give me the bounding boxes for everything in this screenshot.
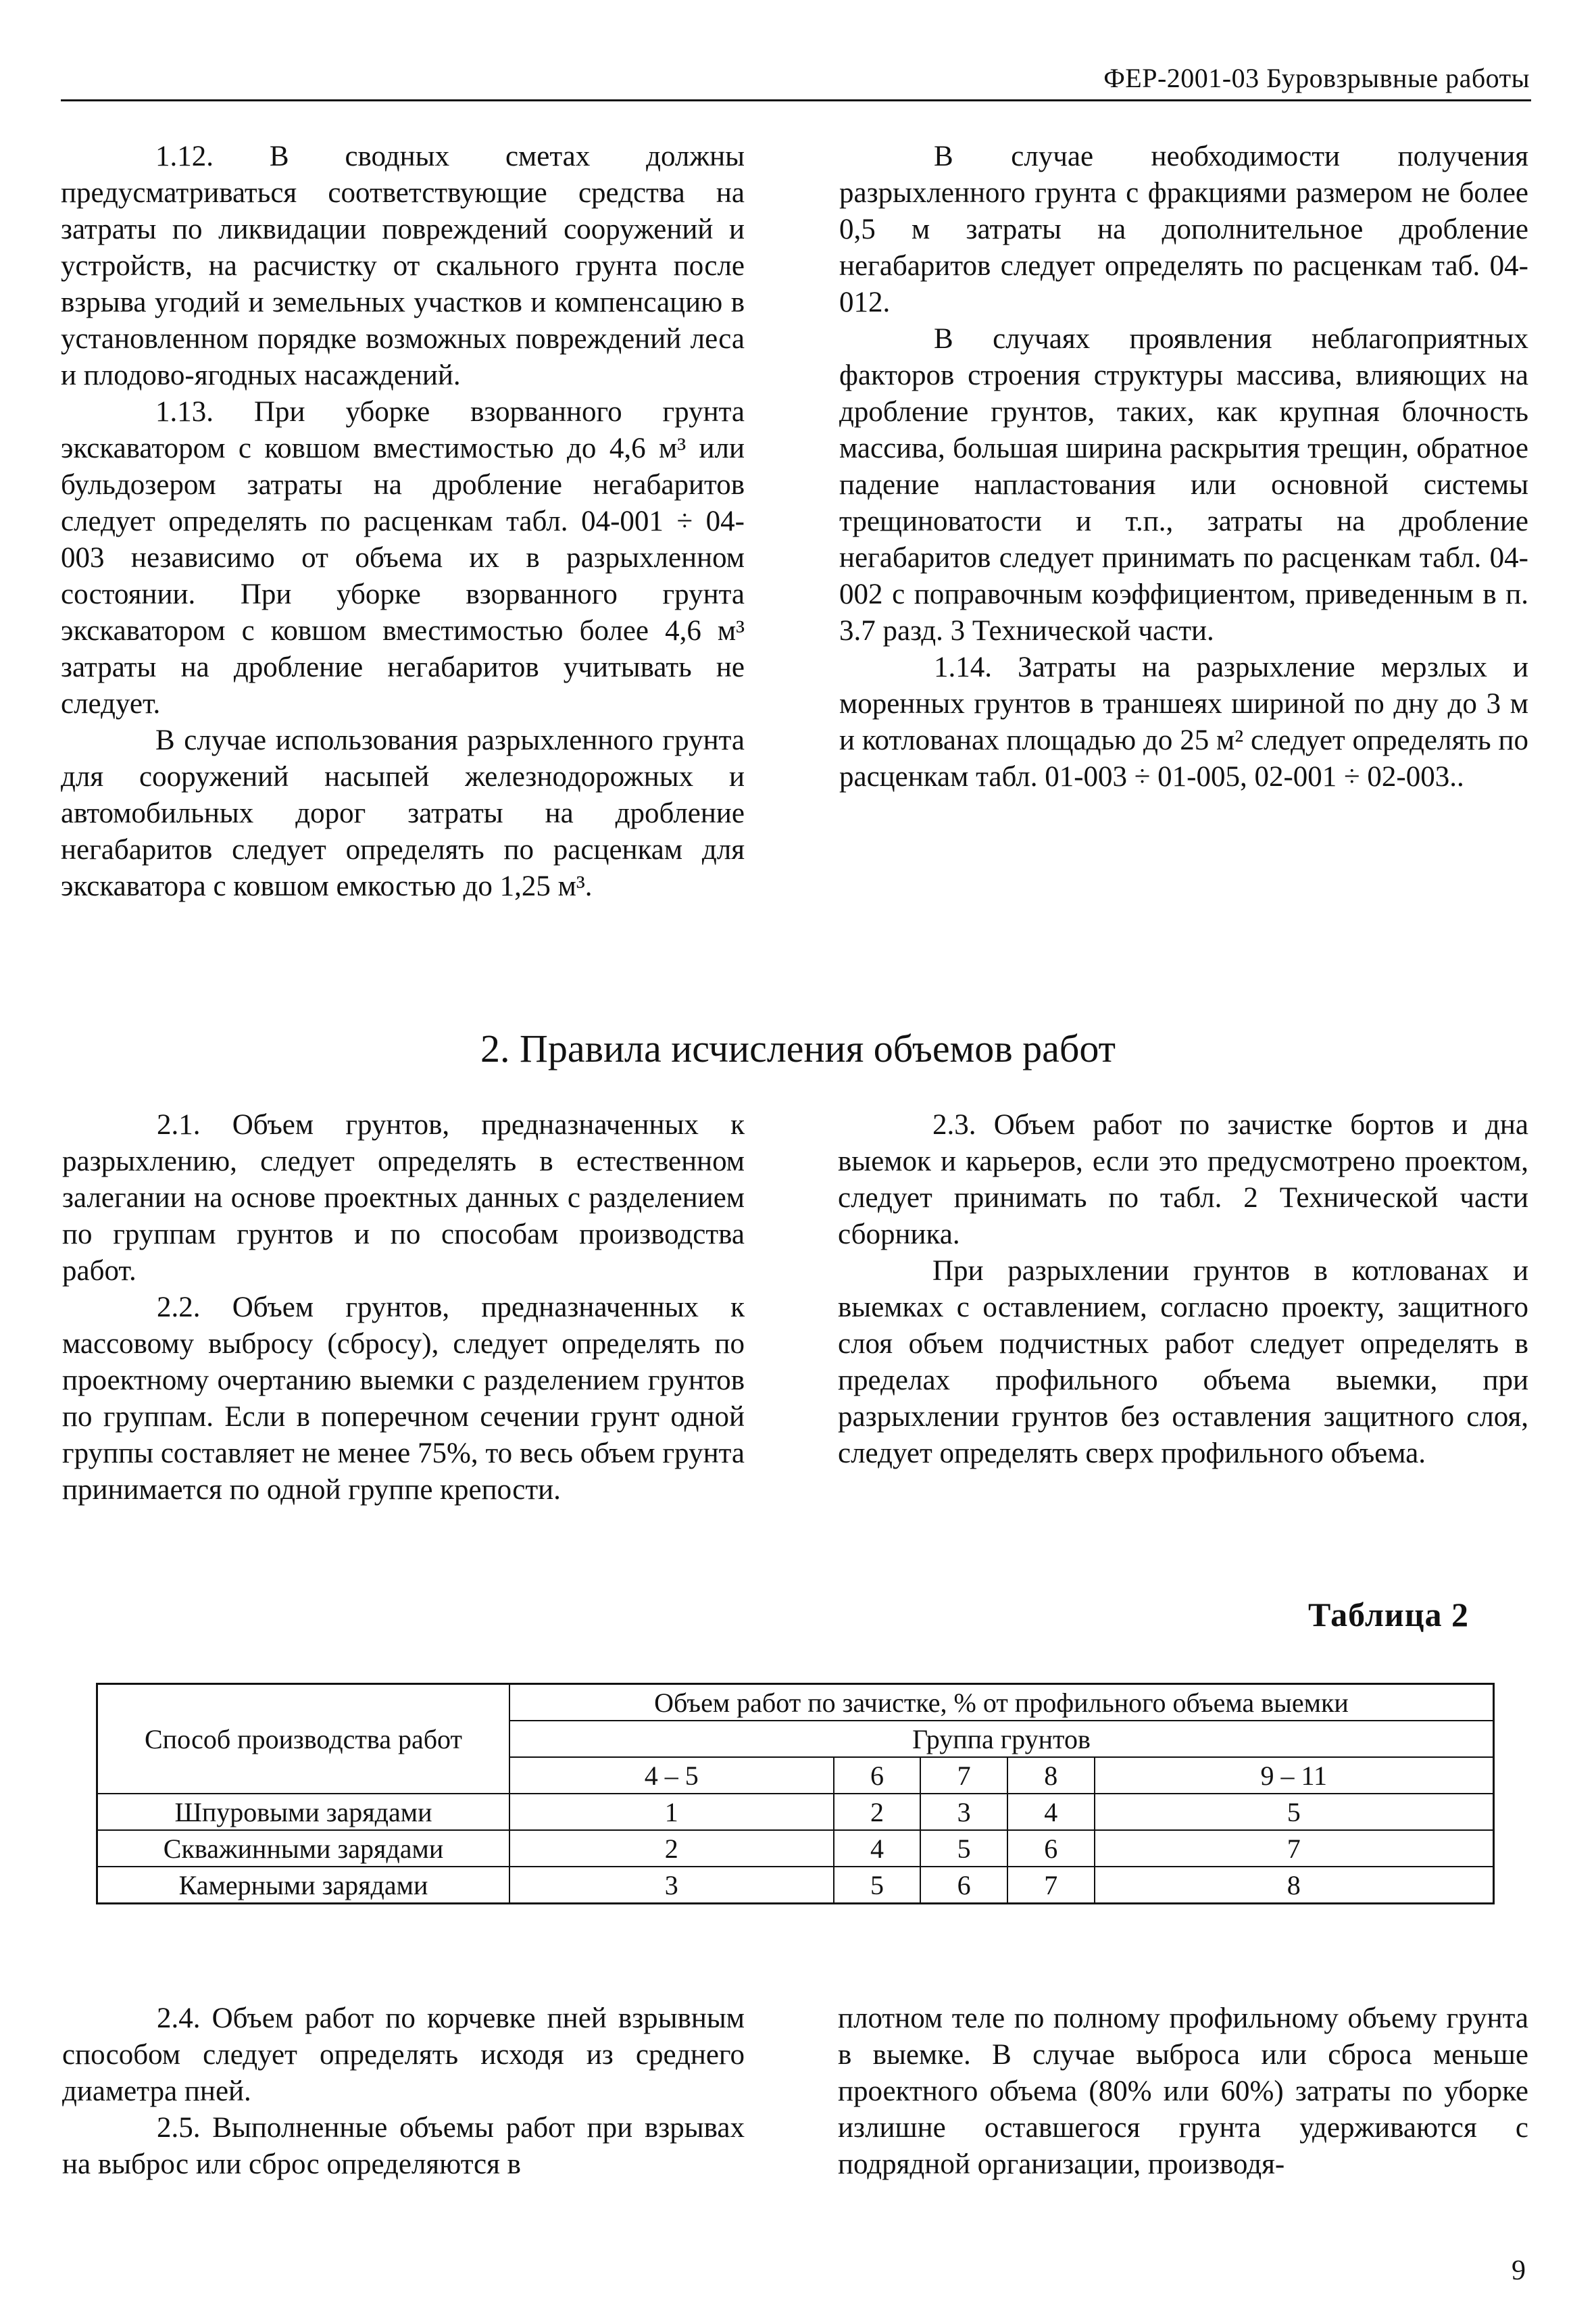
table-row <box>97 1830 1494 1867</box>
value-cell: 5 <box>1095 1794 1494 1830</box>
header-divider <box>61 99 1531 101</box>
section2-right-column <box>838 1107 1528 1472</box>
cleanup-volume-table <box>96 1683 1495 1904</box>
paragraph-2-1: 2.1. Объем грунтов, предназначенных к разрыхлению, следует определять в естественном залегании на основе проектных данных с разделением по группам грунтов и по способам производства работ. <box>62 1109 745 1287</box>
soil-group-label: 4 – 5 <box>509 1757 834 1794</box>
paragraph-2-3: 2.3. Объем работ по зачистке бортов и дна выемок и карьеров, если это предусмотрено проектом, следует принимать по табл. 2 Технической части сборника. <box>838 1109 1528 1250</box>
table-row <box>97 1867 1494 1904</box>
paragraph-1-14: 1.14. Затраты на разрыхление мерзлых и моренных грунтов в траншеях шириной по дну до 3 м и котлованах площадью до 25 м² следует определять по расценкам табл. 01-003 ÷ 01-005, 02-001 ÷ 02-003.. <box>839 651 1528 793</box>
soil-group-label: 8 <box>1007 1757 1095 1794</box>
method-cell: Шпуровыми зарядами <box>97 1794 510 1830</box>
method-cell: Скважинными зарядами <box>97 1830 510 1867</box>
method-column-header: Способ производства работ <box>97 1684 510 1794</box>
paragraph-fraction-size: В случае необходимости получения разрыхленного грунта с фракциями размером не более 0,5 м затраты на дополнительное дробление негабаритов следует определять по расценкам таб. 04-012. <box>839 141 1528 318</box>
value-cell: 5 <box>834 1867 921 1904</box>
paragraph-unfavorable-factors: В случаях проявления неблагоприятных факторов строения структуры массива, влияющих на дробление грунтов, таких, как крупная блочность массива, большая ширина раскрытия трещин, обратное падение напластования или основной системы трещиноватости и т.п., затраты на дробление негабаритов следует принимать по расценкам табл. 04-002 с поправочным коэффициентом, приведенным в п. 3.7 разд. 3 Технической части. <box>839 323 1528 647</box>
value-cell: 3 <box>509 1867 834 1904</box>
value-cell: 4 <box>1007 1794 1095 1830</box>
section3-right-column <box>838 2000 1528 2183</box>
soil-group-label: 6 <box>834 1757 921 1794</box>
section3-left-column <box>62 2000 745 2183</box>
value-cell: 6 <box>920 1867 1007 1904</box>
method-cell: Камерными зарядами <box>97 1867 510 1904</box>
value-cell: 5 <box>920 1830 1007 1867</box>
paragraph-2-4: 2.4. Объем работ по корчевке пней взрывным способом следует определять исходя из среднего диаметра пней. <box>62 2002 745 2107</box>
paragraph-2-5-continued: плотном теле по полному профильному объему грунта в выемке. В случае выброса или сброса меньше проектного объема (80% или 60%) затраты по уборке излишне оставшегося грунта удерживаются с подрядной организации, производя- <box>838 2002 1528 2180</box>
soil-group-label: 9 – 11 <box>1095 1757 1494 1794</box>
section-2-title: 2. Правила исчисления объемов работ <box>480 1027 1116 1070</box>
value-cell: 1 <box>509 1794 834 1830</box>
volume-column-header: Объем работ по зачистке, % от профильного объема выемки <box>509 1684 1494 1721</box>
paragraph-2-5: 2.5. Выполненные объемы работ при взрывах на выброс или сброс определяются в <box>62 2112 745 2180</box>
section1-left-column <box>61 139 745 905</box>
paragraph-1-13: 1.13. При уборке взорванного грунта экскаватором с ковшом вместимостью до 4,6 м³ или бульдозером затраты на дробление негабаритов следует определять по расценкам табл. 04-001 ÷ 04-003 независимо от объема их в разрыхленном состоянии. При уборке взорванного грунта экскаватором с ковшом вместимостью более 4,6 м³ затраты на дробление негабаритов учитывать не следует. <box>61 396 745 720</box>
paragraph-protective-layer: При разрыхлении грунтов в котлованах и выемках с оставлением, согласно проекту, защитного слоя объем подчистных работ следует определять в пределах профильного объема выемки, при разрыхлении грунтов без оставления защитного слоя, следует определять сверх профильного объема. <box>838 1255 1528 1469</box>
paragraph-loosened-soil: В случае использования разрыхленного грунта для сооружений насыпей железнодорожных и автомобильных дорог затраты на дробление негабаритов следует определять по расценкам для экскаватора с ковшом емкостью до 1,25 м³. <box>61 724 745 902</box>
section2-left-column <box>62 1107 745 1508</box>
value-cell: 7 <box>1007 1867 1095 1904</box>
page-header-title: ФЕР-2001-03 Буровзрывные работы <box>1103 63 1530 93</box>
soil-group-header: Группа грунтов <box>509 1721 1494 1757</box>
value-cell: 6 <box>1007 1830 1095 1867</box>
value-cell: 8 <box>1095 1867 1494 1904</box>
value-cell: 7 <box>1095 1830 1494 1867</box>
value-cell: 2 <box>509 1830 834 1867</box>
soil-group-label: 7 <box>920 1757 1007 1794</box>
value-cell: 2 <box>834 1794 921 1830</box>
paragraph-1-12: 1.12. В сводных сметах должны предусматриваться соответствующие средства на затраты по ликвидации повреждений сооружений и устройств, на расчистку от скального грунта после взрыва угодий и земельных участков и компенсацию в установленном порядке возможных повреждений леса и плодово-ягодных насаждений. <box>61 141 745 391</box>
value-cell: 3 <box>920 1794 1007 1830</box>
paragraph-2-2: 2.2. Объем грунтов, предназначенных к массовому выбросу (сбросу), следует определять по проектному очертанию выемки с разделением грунтов по группам. Если в поперечном сечении грунт одной группы составляет не менее 75%, то весь объем грунта принимается по одной группе крепости. <box>62 1291 745 1506</box>
value-cell: 4 <box>834 1830 921 1867</box>
table-row <box>97 1794 1494 1830</box>
section1-right-column <box>839 139 1528 795</box>
table-caption: Таблица 2 <box>1307 1596 1469 1633</box>
page-number: 9 <box>1512 2255 1526 2286</box>
